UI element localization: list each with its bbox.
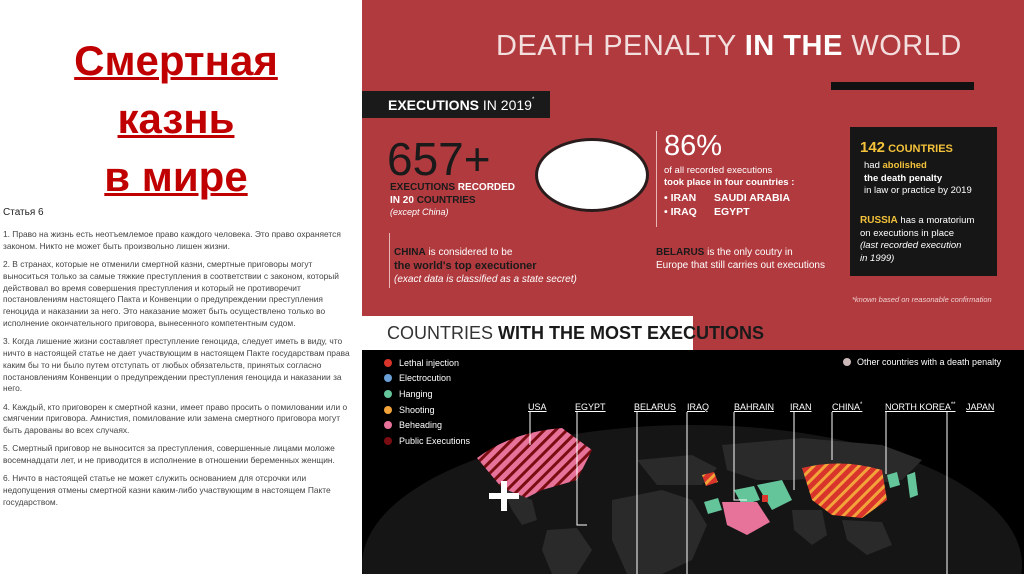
legend-label: Other countries with a death penalty: [857, 357, 1002, 367]
article-paragraph: 5. Смертный приговор не выносится за преступления, совершенные лицами моложе восемнадцати лет, и не приводится в исполнение в отношении беременных женщин.: [3, 443, 335, 466]
except-china-note: (except China): [390, 207, 449, 217]
country-label: [687, 402, 709, 412]
country-label-text: BELARUS: [634, 402, 677, 412]
country-item: SAUDI ARABIA: [714, 192, 791, 204]
legend-dot: [384, 390, 392, 398]
box-highlight: abolished: [882, 160, 927, 171]
slide-title-line: казнь: [117, 95, 235, 142]
legend-label: Public Executions: [399, 435, 471, 446]
executions-word: EXECUTIONS: [388, 97, 480, 113]
box-text: in law or practice by 2019: [864, 185, 972, 196]
abolished-count: [860, 139, 953, 156]
russia-note: [860, 215, 974, 265]
footnote: *known based on reasonable confirmation: [852, 295, 992, 304]
country-label: [575, 402, 606, 412]
country-item: • IRAN: [664, 191, 714, 205]
executions-count: 657+: [387, 133, 491, 185]
country-label-text: EGYPT: [575, 402, 606, 412]
article-paragraph: 2. В странах, которые не отменили смертной казни, смертные приговоры могут выноситься только за самые тяжкие преступления в соответствии с законом, который действовал во время совершения преступления и который не противоречит постановлениям настоящего Пакта и Конвенции о предупреждении преступления геноцида и наказании за него. Это наказание может быть осуществлено только во исполнение окончательного приговора, вынесенного компетентным судом.: [3, 258, 339, 328]
countries-header-label: [387, 323, 764, 344]
country-item: EGYPT: [714, 206, 750, 218]
abolition-box: [850, 127, 997, 276]
percent-line: took place in four countries :: [664, 177, 795, 188]
slide-title-line: Смертная: [74, 37, 278, 84]
title-part: IN THE: [744, 30, 852, 62]
legend-item: [384, 355, 470, 371]
title-part: WORLD: [851, 30, 962, 62]
recorded-dark: COUNTRIES: [416, 195, 476, 206]
highlight-oval: [535, 138, 649, 212]
title-part: DEATH PENALTY: [496, 30, 745, 62]
china-rest: is considered to be: [425, 247, 513, 258]
article-body: [3, 229, 357, 515]
other-countries-legend: [843, 357, 1001, 367]
divider-line: [389, 233, 390, 288]
bahrain-region: [762, 495, 768, 502]
percent-description: [664, 165, 794, 189]
article-paragraph: 6. Ничто в настоящей статье не может служить основанием для отсрочки или недопущения отмены смертной казни каким-либо участвующим в настоящем Пакте государством.: [3, 473, 331, 507]
legend-label: Shooting: [399, 404, 435, 415]
russia-text: in 1999): [860, 252, 895, 264]
legend-dot: [384, 421, 392, 429]
country-label-text: JAPAN: [966, 402, 995, 412]
country-label: [528, 402, 547, 412]
country-label: [832, 402, 862, 412]
recorded-white: IN 20: [390, 195, 417, 206]
belarus-note: [656, 246, 825, 272]
executions-mark: *: [531, 97, 535, 103]
legend-label: Hanging: [399, 388, 433, 399]
header-thin: COUNTRIES: [387, 323, 499, 343]
russia-text: on executions in place: [860, 227, 955, 239]
legend-dot: [384, 406, 392, 414]
legend-dot: [384, 359, 392, 367]
legend-item: [384, 371, 470, 387]
infographic-title: [496, 30, 962, 63]
abolished-number: 142: [860, 139, 886, 156]
article-heading: Статья 6: [3, 207, 44, 218]
country-label-text: IRAN: [790, 402, 812, 412]
legend-dot: [843, 358, 851, 366]
abolished-unit: COUNTRIES: [885, 143, 953, 155]
article-paragraph: 4. Каждый, кто приговорен к смертной казни, имеет право просить о помиловании или о смягчении приговора. Амнистия, помилование или замена смертного приговора могут быть дарованы во всех случаях.: [3, 401, 348, 436]
countries-header: [362, 316, 765, 350]
legend-item: [384, 417, 470, 433]
slide-title: [0, 32, 352, 206]
four-countries-list: [664, 191, 790, 219]
belarus-line: Europe that still carries out executions: [656, 260, 825, 271]
country-label-mark: **: [950, 402, 956, 408]
executions-recorded-label: [390, 181, 515, 207]
article-paragraph: 1. Право на жизнь есть неотъемлемое право каждого человека. Это право охраняется законом. Никто не может быть произвольно лишен жизни.: [3, 229, 341, 251]
executions-bar-label: [388, 97, 534, 113]
russia-text: (last recorded execution: [860, 240, 962, 251]
country-label: [790, 402, 812, 412]
country-label: [966, 402, 994, 412]
executions-year: IN 2019: [479, 97, 532, 113]
china-secret-note: (exact data is classified as a state secret): [394, 274, 577, 285]
legend-item: [384, 386, 470, 402]
country-label-text: CHINA: [832, 402, 861, 412]
belarus-name: BELARUS: [656, 247, 705, 258]
china-name: CHINA: [394, 247, 426, 258]
executions-bar: [362, 91, 550, 118]
russia-name: RUSSIA: [860, 215, 898, 226]
china-note: [394, 246, 577, 287]
country-label-text: USA: [528, 402, 547, 412]
country-label: [734, 402, 774, 412]
country-label-mark: *: [860, 402, 863, 408]
legend-item: [384, 402, 470, 418]
percent-line: of all recorded executions: [664, 165, 773, 176]
header-bold: WITH THE MOST EXECUTIONS: [498, 323, 765, 343]
recorded-white: RECORDED: [457, 182, 516, 193]
map-legend: [384, 355, 470, 449]
china-big: the world's top executioner: [394, 259, 537, 272]
legend-label: Beheading: [399, 420, 443, 431]
abolished-text: [864, 160, 972, 198]
box-text: had: [864, 160, 883, 171]
country-label-text: NORTH KOREA: [885, 402, 951, 412]
box-text: the death penalty: [864, 172, 943, 184]
infographic: [362, 0, 1024, 574]
percent-value: 86%: [664, 130, 723, 162]
recorded-dark: EXECUTIONS: [390, 182, 458, 193]
legend-label: Electrocution: [399, 373, 452, 384]
country-item: • IRAQ: [664, 205, 714, 219]
country-label: [885, 402, 956, 412]
country-label-text: IRAQ: [687, 402, 710, 412]
legend-item: [384, 433, 470, 449]
country-label: [634, 402, 676, 412]
legend-dot: [384, 374, 392, 382]
article-paragraph: 3. Когда лишение жизни составляет преступление геноцида, следует иметь в виду, что ничто в настоящей статье не дает участвующим в настоящем Пакте государствам права каким бы то ни было путем отступать от любых обязательств, принятых согласно постановлениям Конвенции о предупреждении преступления геноцида и наказании за него.: [3, 336, 350, 394]
divider-line: [656, 131, 657, 227]
country-label-text: BAHRAIN: [734, 402, 775, 412]
slide-title-line: в мире: [104, 153, 248, 200]
belarus-rest: is the only coutry in: [704, 247, 793, 258]
russia-text: has a moratorium: [897, 215, 975, 226]
legend-dot: [384, 437, 392, 445]
legend-label: Lethal injection: [399, 357, 460, 368]
title-underline-bar: [831, 82, 974, 90]
article-panel: [0, 0, 362, 574]
